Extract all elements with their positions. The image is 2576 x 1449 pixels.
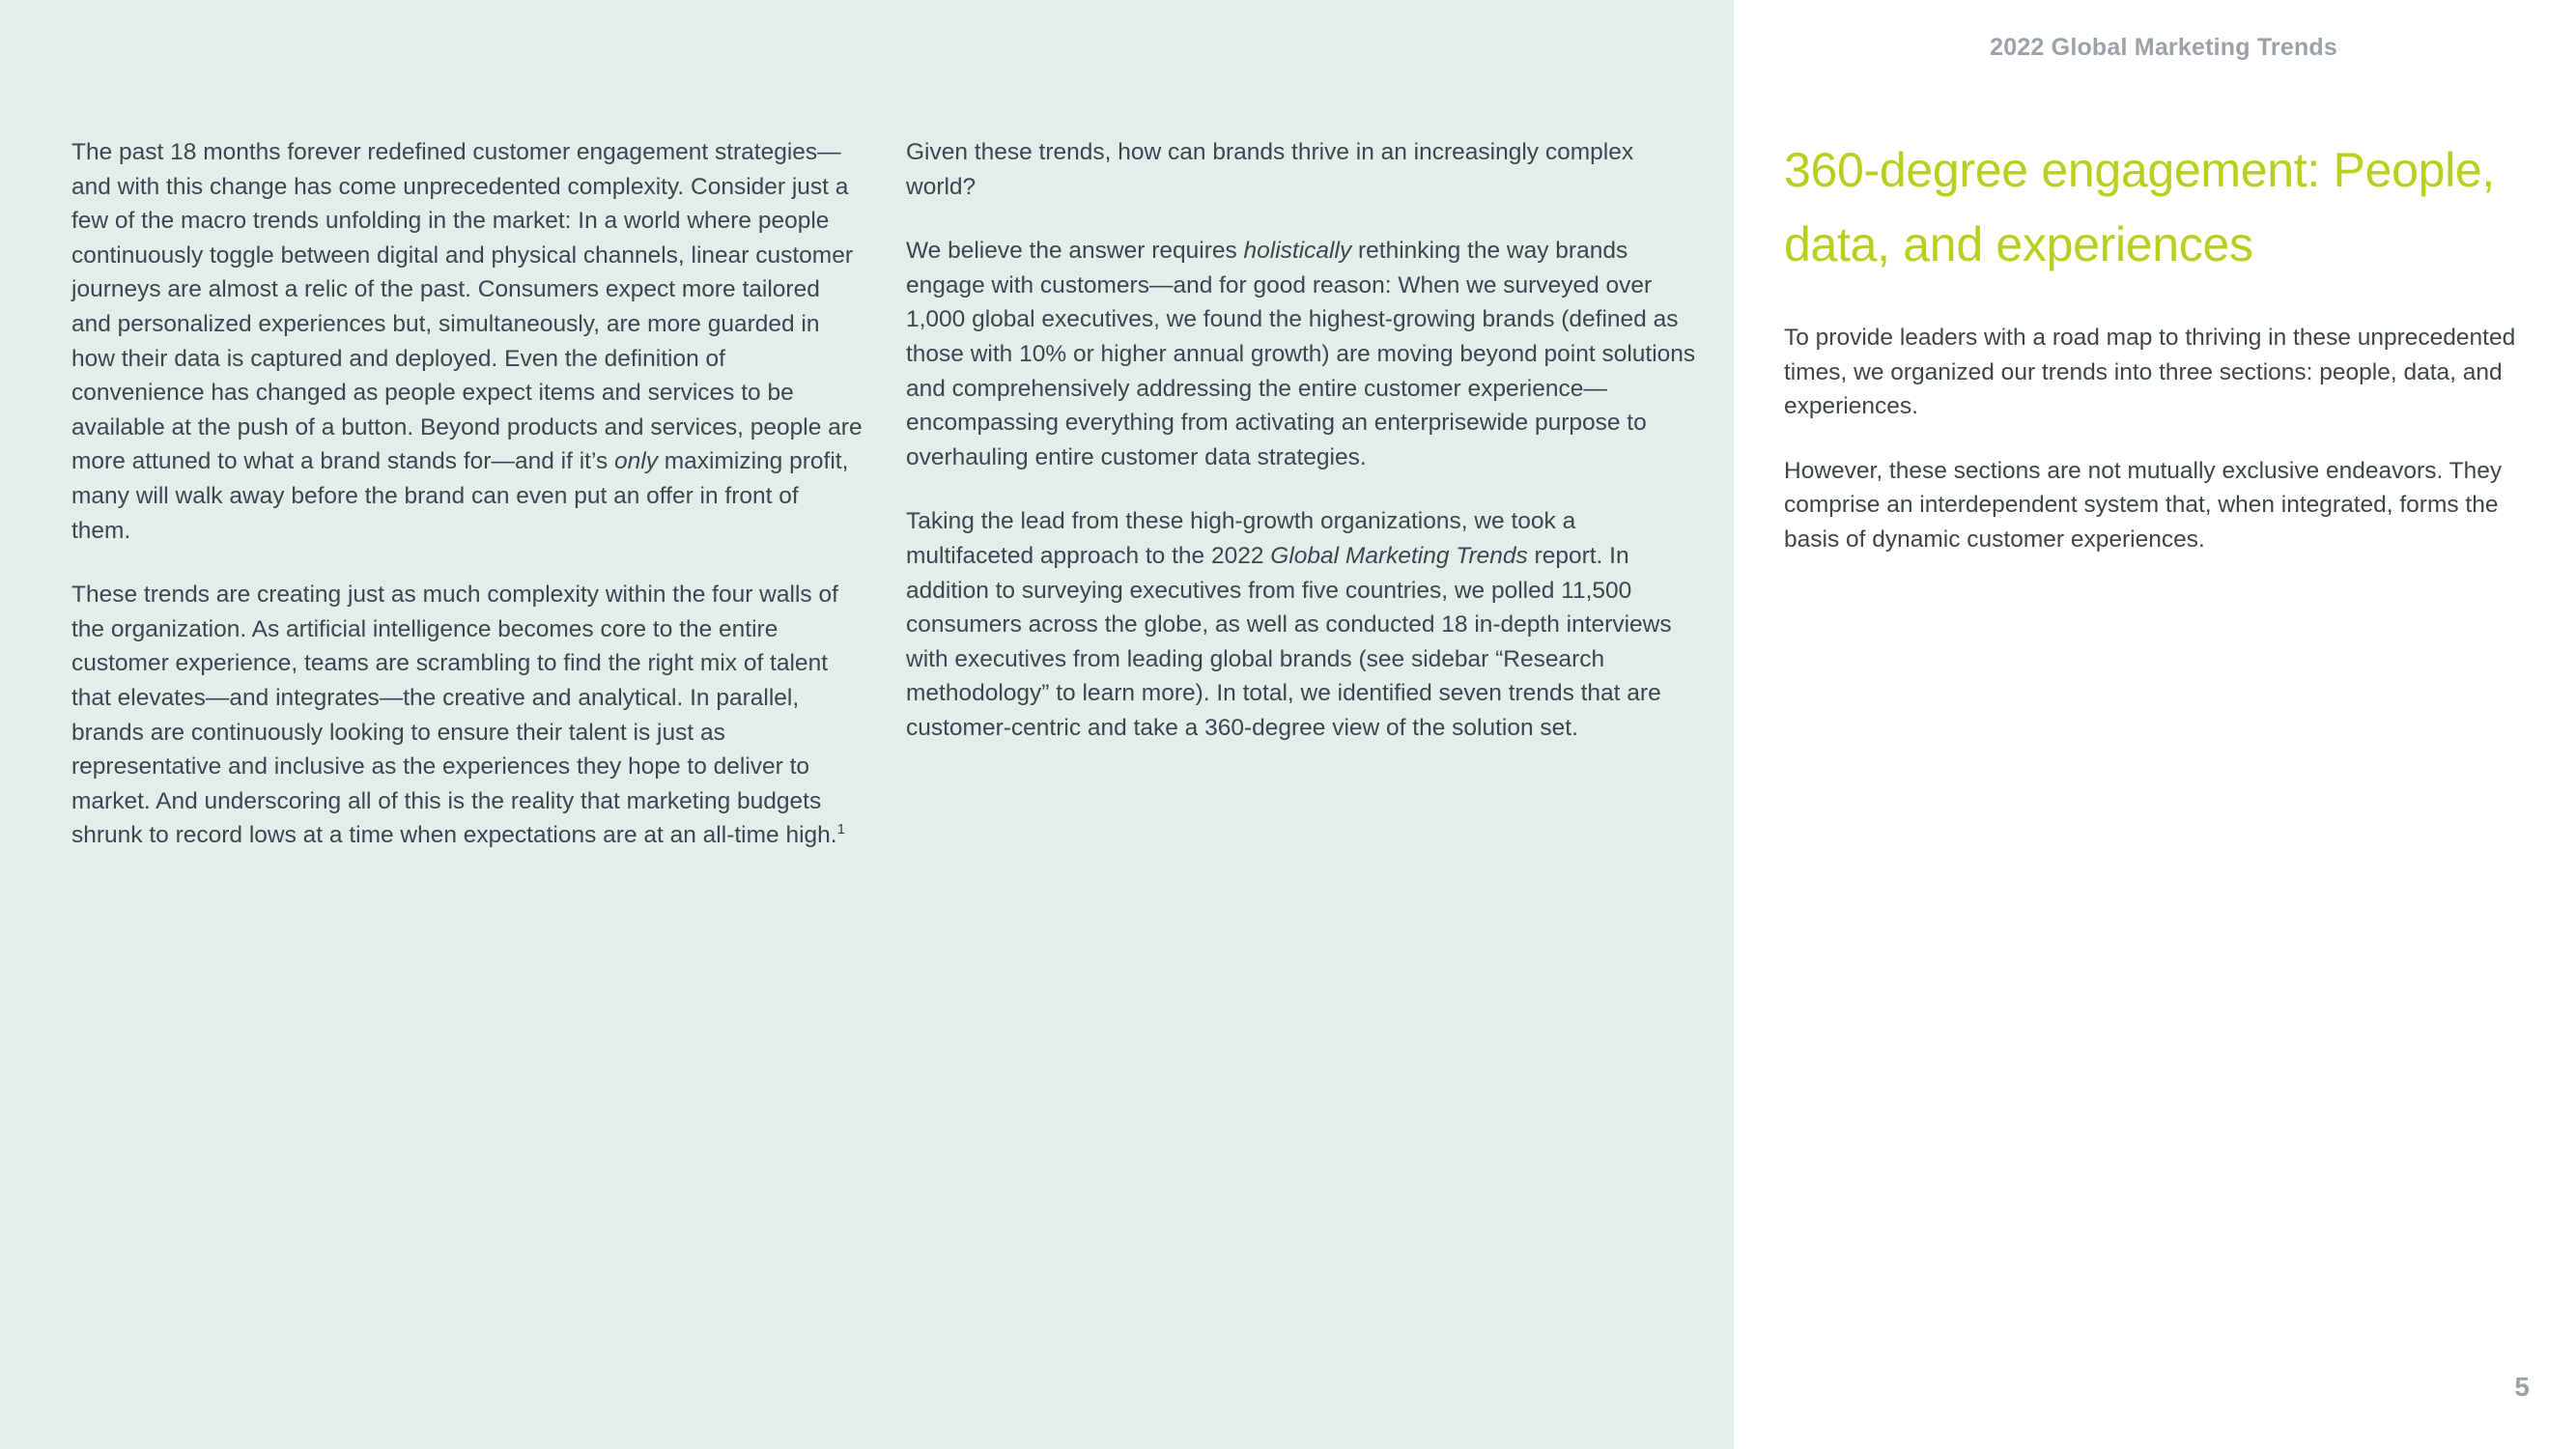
paragraph-text-cont: rethinking the way brands engage with customers—and for good reason: When we surveyed over 1,000 global executives, we found the highest-growing brands (defined as those with 10% or higher annual growth) are moving beyond point solutions and comprehensively addressing the entire customer experience—encompassing everything from activating an enterprisewide purpose to overhauling entire customer data strategies. (906, 238, 1696, 470)
paragraph-text-cont: maximizing profit, many will walk away before the brand can even put an offer in front of them. (71, 448, 849, 544)
paragraph-text: The past 18 months forever redefined customer engagement strategies—and with this change has come unprecedented complexity. Consider just a few of the macro trends unfolding in the market: In a world where people continuously toggle between digital and physical channels, linear customer journeys are almost a relic of the past. Consumers expect more tailored and personalized experiences but, simultaneously, are more guarded in how their data is captured and deployed. Even the definition of convenience has changed as people expect items and services to be available at the push of a button. Beyond products and services, people are more attuned to what a brand stands for—and if it’s (71, 139, 863, 475)
emphasis-holistically: holistically (1243, 238, 1352, 265)
paragraph-text: We believe the answer requires (906, 238, 1244, 265)
paragraph-text: Taking the lead from these high-growth organizations, we took a multifaceted approach to the 2022 (906, 508, 1576, 569)
page-number: 5 (2514, 1372, 2530, 1402)
paragraph-text: These trends are creating just as much complexity within the four walls of the organization. As artificial intelligence becomes core to the entire customer experience, teams are scrambling to find the right mix of talent that elevates—and integrates—the creative and analytical. In parallel, brands are continuously looking to ensure their talent is just as representative and inclusive as the experiences they hope to deliver to market. And underscoring all of this is the reality that marketing budgets shrunk to record lows at a time when expectations are at an all-time high. (71, 582, 838, 849)
paragraph (71, 578, 863, 853)
emphasis-only: only (614, 448, 658, 475)
body-column-left (71, 135, 863, 853)
paragraph-text-cont: report. In addition to surveying executives from five countries, we polled 11,500 consumers across the globe, as well as conducted 18 in-depth interviews with executives from leading global brands (see sidebar “Research methodology” to learn more). In total, we identified seven trends that are customer-centric and take a 360-degree view of the solution set. (906, 542, 1672, 741)
paragraph: However, these sections are not mutually exclusive endeavors. They comprise an interdependent system that, when integrated, forms the basis of dynamic customer experiences. (1784, 457, 2503, 553)
section-title: 360-degree engagement: People, data, and experiences (1784, 143, 2496, 271)
paragraph (906, 504, 1703, 745)
sidebar-section (1784, 133, 2547, 557)
paragraph (906, 234, 1703, 474)
body-column-middle (906, 135, 1703, 746)
report-title-italic: Global Marketing Trends (1270, 542, 1528, 569)
paragraph: To provide leaders with a road map to thriving in these unprecedented times, we organized our trends into three sections: people, data, and experiences. (1784, 325, 2516, 420)
paragraph: Given these trends, how can brands thrive in an increasingly complex world? (906, 139, 1634, 200)
sidebar-body (1784, 321, 2547, 557)
paragraph (71, 135, 863, 548)
running-head: 2022 Global Marketing Trends (1990, 34, 2337, 61)
footnote-marker: 1 (836, 821, 846, 838)
